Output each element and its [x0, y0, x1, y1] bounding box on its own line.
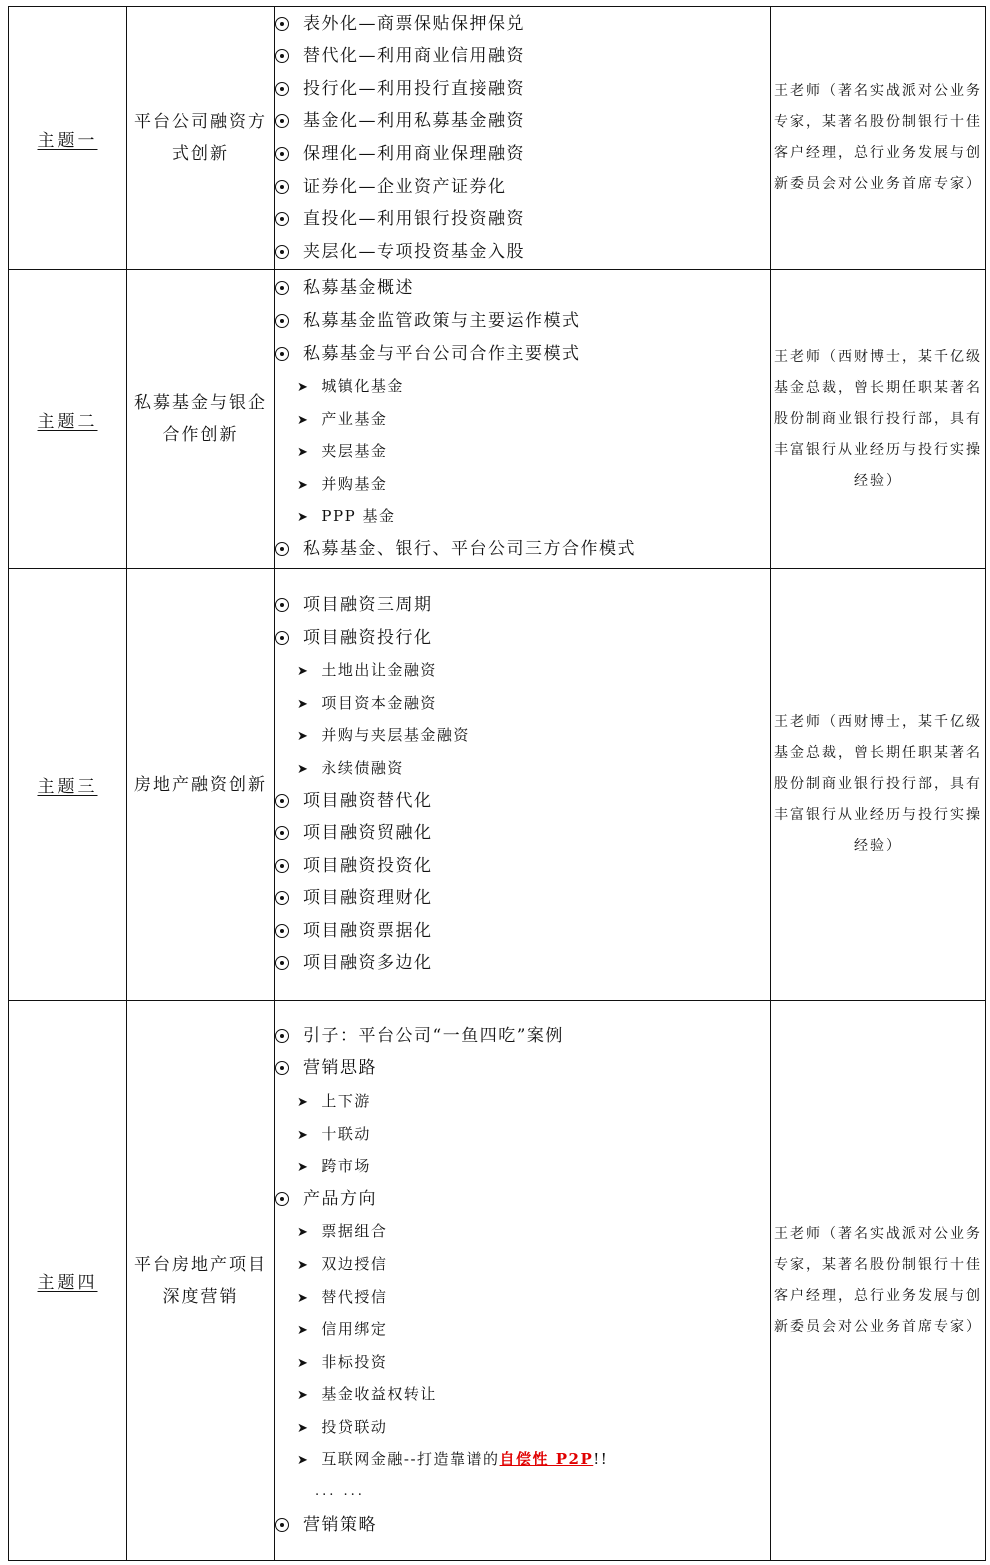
content-cell — [275, 569, 771, 1001]
circle-dot-bullet-icon — [275, 794, 289, 808]
item-text: 项目融资贸融化 — [303, 823, 433, 844]
circle-dot-bullet-icon — [275, 114, 289, 128]
theme-cell — [9, 7, 127, 270]
arrow-bullet-icon: ➤ — [297, 1225, 310, 1241]
arrow-bullet-icon: ➤ — [297, 477, 310, 493]
item-text: 替代化—利用商业信用融资 — [303, 46, 525, 67]
topic-title: 私募基金与银企合作创新 — [127, 270, 275, 569]
item-text: 项目融资投资化 — [303, 855, 433, 876]
arrow-bullet-icon: ➤ — [297, 445, 310, 461]
outline-subitem — [275, 1085, 770, 1118]
item-text: 夹层化—专项投资基金入股 — [303, 241, 525, 262]
arrow-bullet-icon: ➤ — [297, 1388, 310, 1404]
item-text: 基金收益权转让 — [321, 1385, 437, 1404]
circle-dot-bullet-icon — [275, 826, 289, 840]
arrow-bullet-icon: ➤ — [297, 510, 310, 526]
item-text: 私募基金与平台公司合作主要模式 — [303, 343, 581, 364]
outline-subitem — [275, 654, 770, 687]
outline-item — [275, 1183, 770, 1216]
theme-label: 主题三 — [37, 777, 98, 797]
outline-subitem — [275, 752, 770, 785]
circle-dot-bullet-icon — [275, 1061, 289, 1075]
item-text: ... ... — [315, 1484, 365, 1500]
theme-cell — [9, 569, 127, 1001]
outline-item — [275, 338, 770, 371]
item-text: 证券化—企业资产证券化 — [303, 176, 507, 197]
outline-subitem — [275, 1118, 770, 1151]
item-text: 表外化—商票保贴保押保兑 — [303, 13, 525, 34]
theme-cell — [9, 270, 127, 569]
arrow-bullet-icon: ➤ — [297, 761, 310, 777]
outline-item — [275, 1509, 770, 1542]
item-text: 私募基金监管政策与主要运作模式 — [303, 310, 581, 331]
topic-row — [9, 7, 986, 270]
item-text: 直投化—利用银行投资融资 — [303, 209, 525, 230]
topic-row — [9, 1001, 986, 1561]
circle-dot-bullet-icon — [275, 542, 289, 556]
outline-item — [275, 305, 770, 338]
item-text: 双边授信 — [321, 1254, 388, 1273]
outline-subitem — [275, 719, 770, 752]
circle-dot-bullet-icon — [275, 1518, 289, 1532]
content-cell — [275, 1001, 771, 1561]
item-text: 项目融资票据化 — [303, 920, 433, 941]
topic-title: 平台公司融资方式创新 — [127, 7, 275, 270]
circle-dot-bullet-icon — [275, 859, 289, 873]
instructor-cell: 王老师（西财博士，某千亿级基金总裁，曾长期任职某著名股份制商业银行投行部，具有丰富银行从业经历与投行实操经验） — [771, 270, 986, 569]
arrow-bullet-icon: ➤ — [297, 696, 310, 712]
circle-dot-bullet-icon — [275, 891, 289, 905]
arrow-bullet-icon: ➤ — [297, 1453, 310, 1469]
outline-item — [275, 915, 770, 948]
item-text: 替代授信 — [321, 1287, 388, 1306]
outline-subitem — [275, 1150, 770, 1183]
circle-dot-bullet-icon — [275, 245, 289, 259]
item-text: 私募基金、银行、平台公司三方合作模式 — [303, 539, 636, 560]
theme-label: 主题一 — [37, 130, 98, 151]
arrow-bullet-icon: ➤ — [297, 1290, 310, 1306]
instructor-cell: 王老师（著名实战派对公业务专家，某著名股份制银行十佳客户经理，总行业务发展与创新委员会对公业务首席专家） — [771, 7, 986, 270]
item-text: 十联动 — [321, 1124, 371, 1143]
outline-subitem — [275, 1281, 770, 1314]
arrow-bullet-icon: ➤ — [297, 380, 310, 396]
outline-item — [275, 73, 770, 106]
item-text: 投行化—利用投行直接融资 — [303, 78, 525, 99]
circle-dot-bullet-icon — [275, 49, 289, 63]
outline-item — [275, 236, 770, 269]
topic-title: 平台房地产项目深度营销 — [127, 1001, 275, 1561]
circle-dot-bullet-icon — [275, 314, 289, 328]
item-text: 基金化—利用私募基金融资 — [303, 111, 525, 132]
outline-subitem — [275, 1411, 770, 1444]
topic-row — [9, 270, 986, 569]
item-text: 产品方向 — [303, 1188, 377, 1209]
course-outline-table — [8, 6, 986, 1561]
theme-label: 主题二 — [37, 411, 98, 432]
circle-dot-bullet-icon — [275, 147, 289, 161]
item-text: 上下游 — [321, 1091, 371, 1110]
item-text: 项目融资三周期 — [303, 594, 433, 615]
outline-item — [275, 589, 770, 622]
outline-item — [275, 1020, 770, 1053]
circle-dot-bullet-icon — [275, 281, 289, 295]
item-text: 营销策略 — [303, 1514, 377, 1535]
arrow-bullet-icon: ➤ — [297, 1323, 310, 1339]
circle-dot-bullet-icon — [275, 1029, 289, 1043]
outline-item — [275, 272, 770, 305]
item-text: 并购基金 — [321, 474, 388, 493]
item-text: 并购与夹层基金融资 — [321, 726, 470, 745]
item-text: 永续债融资 — [321, 758, 404, 777]
item-text: 跨市场 — [321, 1157, 371, 1176]
outline-item — [275, 785, 770, 818]
arrow-bullet-icon: ➤ — [297, 1355, 310, 1371]
instructor-cell: 王老师（西财博士，某千亿级基金总裁，曾长期任职某著名股份制商业银行投行部，具有丰富银行从业经历与投行实操经验） — [771, 569, 986, 1001]
item-text: 私募基金概述 — [303, 278, 414, 299]
arrow-bullet-icon: ➤ — [297, 1094, 310, 1110]
outline-subitem — [275, 370, 770, 403]
arrow-bullet-icon: ➤ — [297, 1127, 310, 1143]
item-text: 项目融资理财化 — [303, 888, 433, 909]
outline-subitem — [275, 1346, 770, 1379]
item-text: 保理化—利用商业保理融资 — [303, 144, 525, 164]
arrow-bullet-icon: ➤ — [297, 729, 310, 745]
item-text: 信用绑定 — [321, 1320, 388, 1339]
outline-subitem — [275, 403, 770, 436]
outline-item — [275, 533, 770, 566]
outline-item — [275, 947, 770, 980]
outline-item — [275, 171, 770, 204]
item-text: 票据组合 — [321, 1222, 388, 1241]
arrow-bullet-icon: ➤ — [297, 1257, 310, 1273]
circle-dot-bullet-icon — [275, 212, 289, 226]
item-text: 项目融资替代化 — [303, 790, 433, 811]
theme-cell — [9, 1001, 127, 1561]
outline-item — [275, 40, 770, 73]
outline-item — [275, 882, 770, 915]
outline-subitem — [275, 1313, 770, 1346]
arrow-bullet-icon: ➤ — [297, 664, 310, 680]
outline-subitem — [275, 1378, 770, 1411]
item-text: 互联网金融--打造靠谱的 — [321, 1450, 500, 1469]
item-suffix: !! — [593, 1450, 609, 1469]
outline-subitem — [275, 468, 770, 501]
item-text: 产业基金 — [321, 409, 388, 428]
item-text: 投贷联动 — [321, 1417, 388, 1436]
item-text: 营销思路 — [303, 1058, 377, 1079]
item-text: PPP 基金 — [321, 507, 396, 526]
highlight-text: 自偿性 P2P — [499, 1450, 594, 1469]
ellipsis-line — [275, 1476, 770, 1509]
circle-dot-bullet-icon — [275, 17, 289, 31]
item-text: 非标投资 — [321, 1352, 388, 1371]
outline-item — [275, 622, 770, 655]
item-text: 引子：平台公司“一鱼四吃”案例 — [303, 1025, 564, 1046]
circle-dot-bullet-icon — [275, 924, 289, 938]
arrow-bullet-icon: ➤ — [297, 1420, 310, 1436]
outline-item — [275, 138, 770, 171]
circle-dot-bullet-icon — [275, 347, 289, 361]
circle-dot-bullet-icon — [275, 598, 289, 612]
instructor-cell: 王老师（著名实战派对公业务专家，某著名股份制银行十佳客户经理，总行业务发展与创新委员会对公业务首席专家） — [771, 1001, 986, 1561]
circle-dot-bullet-icon — [275, 1192, 289, 1206]
theme-label: 主题四 — [37, 1273, 98, 1293]
outline-subitem — [275, 1215, 770, 1248]
item-text: 项目融资多边化 — [303, 953, 433, 974]
item-text: 夹层基金 — [321, 442, 388, 461]
item-text: 项目资本金融资 — [321, 693, 437, 712]
outline-item — [275, 1052, 770, 1085]
circle-dot-bullet-icon — [275, 82, 289, 96]
arrow-bullet-icon: ➤ — [297, 412, 310, 428]
outline-subitem — [275, 1248, 770, 1281]
circle-dot-bullet-icon — [275, 631, 289, 645]
circle-dot-bullet-icon — [275, 956, 289, 970]
outline-subitem — [275, 687, 770, 720]
topic-title: 房地产融资创新 — [127, 569, 275, 1001]
topic-row — [9, 569, 986, 1001]
outline-subitem — [275, 500, 770, 533]
outline-item — [275, 105, 770, 138]
item-text: 土地出让金融资 — [321, 661, 437, 680]
content-cell — [275, 7, 771, 270]
item-text: 项目融资投行化 — [303, 627, 433, 648]
outline-item — [275, 850, 770, 883]
outline-subitem — [275, 435, 770, 468]
content-cell — [275, 270, 771, 569]
outline-item — [275, 203, 770, 236]
item-text: 城镇化基金 — [321, 377, 404, 396]
circle-dot-bullet-icon — [275, 180, 289, 194]
outline-item — [275, 8, 770, 41]
arrow-bullet-icon: ➤ — [297, 1160, 310, 1176]
outline-item — [275, 817, 770, 850]
outline-subitem — [275, 1443, 770, 1476]
